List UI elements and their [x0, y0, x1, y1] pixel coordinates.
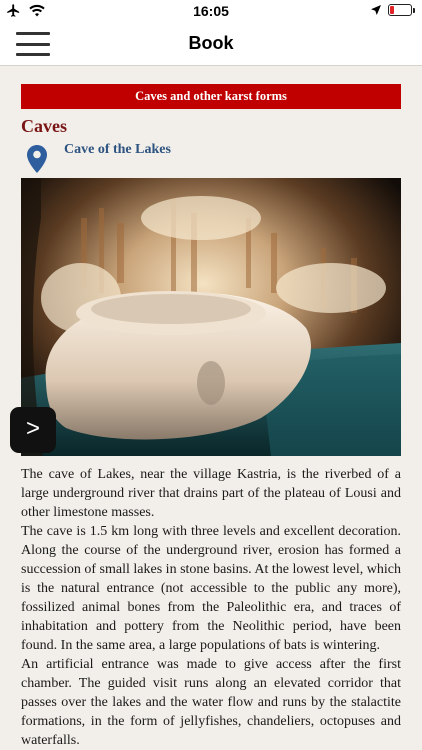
- book-content[interactable]: [0, 67, 422, 750]
- next-page-button[interactable]: >: [10, 407, 56, 453]
- section-banner: Caves and other karst forms: [21, 84, 401, 109]
- page-title: Book: [188, 33, 234, 53]
- status-time: 16:05: [193, 3, 229, 19]
- status-right-icons: [370, 4, 412, 16]
- location-arrow-icon: [370, 4, 382, 16]
- paragraph-3: An artificial entrance was made to give access after the first chamber. The guided visit runs along an elevated corridor that passes over the lakes and the water flow and runs by the stalactite formations, in the form of jellyfishes, chandeliers, octopuses and waterfalls.: [21, 657, 401, 748]
- paragraph-1: The cave of Lakes, near the village Kastria, is the riverbed of a large underground river that drains part of the plateau of Lousi and other limestone masses.: [21, 467, 401, 520]
- section-heading: Caves: [21, 116, 67, 136]
- cave-photo: [21, 178, 401, 456]
- battery-low-icon: [388, 4, 412, 16]
- nav-bar: [0, 22, 422, 66]
- cave-location-link[interactable]: Cave of the Lakes: [64, 142, 171, 157]
- paragraph-2: The cave is 1.5 km long with three levels and excellent decoration. Along the course of the underground river, erosion has formed a succession of small lakes in stone basins. At the lowest level, which is the natural entrance (not accessible to the public any more), fossilized animal bones from the Paleolithic era, and traces of inhabitation and pottery from the Neolithic period, have been found. In the same area, a large populations of bats is wintering.: [21, 524, 401, 653]
- article-text: [21, 465, 401, 750]
- map-pin-icon[interactable]: [26, 144, 48, 174]
- status-bar: [0, 0, 422, 22]
